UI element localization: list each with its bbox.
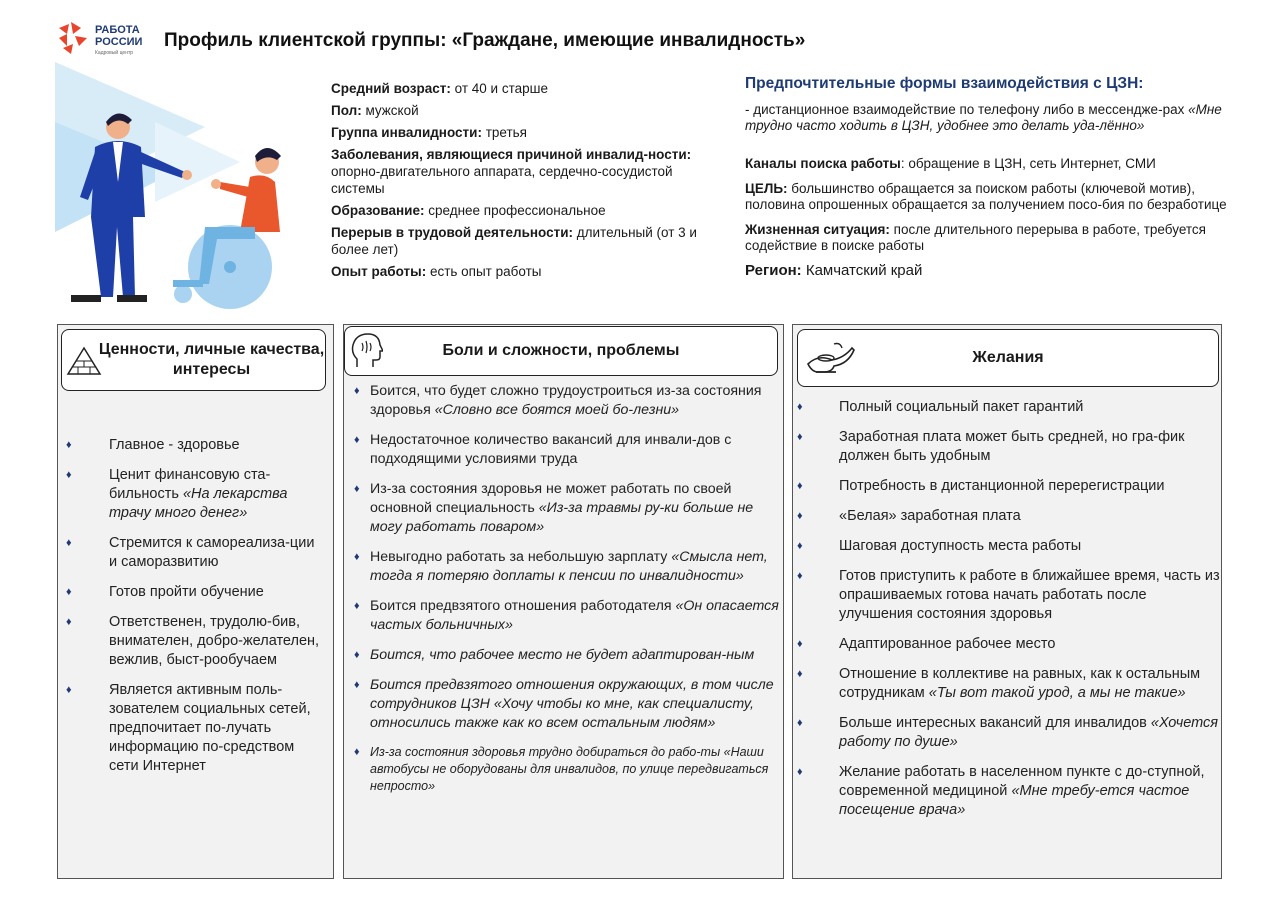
disability-group-row: Группа инвалидности: третья — [331, 125, 527, 140]
work-break-row: Перерыв в трудовой деятельности: длительный (от 3 и более лет) — [331, 225, 697, 257]
pains-header — [344, 326, 778, 376]
wishes-list — [797, 398, 1222, 831]
channels-row: Каналы поиска работы: обращение в ЦЗН, сеть Интернет, СМИ — [745, 156, 1156, 171]
list-item: ♦ Заработная плата может быть средней, но гра-фик должен быть удобным — [797, 429, 1185, 464]
list-item: ♦ Потребность в дистанционной перерегистрации — [797, 478, 1165, 494]
logo-mark-icon — [55, 20, 91, 56]
age-row: Средний возраст: от 40 и старше — [331, 81, 548, 96]
head-brain-icon — [349, 331, 383, 371]
list-item: ♦ Готов приступить к работе в ближайшее время, часть из опрашиваемых готова начать работать после улучшения состояния здоровья — [797, 568, 1220, 622]
list-item: ♦ Невыгодно работать за небольшую зарплату «Смысла нет, тогда я потеряю доплаты к пенсии по инвалидности» — [354, 549, 768, 584]
interaction-block — [745, 76, 1230, 288]
list-item: ♦ Боится, что будет сложно трудоустроиться из-за состояния здоровья «Словно все боятся моей бо-лезни» — [354, 383, 762, 418]
region-row: Регион: Камчатский край — [745, 262, 923, 279]
list-item: ♦ Ценит финансовую ста-бильность «На лекарства трачу много денег» — [66, 467, 288, 521]
pains-title: Боли и сложности, проблемы — [442, 342, 680, 359]
goal-row: ЦЕЛЬ: большинство обращается за поиском работы (ключевой мотив), половина опрошенных обращается за получением посо-бия по безработице — [745, 181, 1227, 212]
list-item: ♦ Шаговая доступность места работы — [797, 538, 1082, 554]
sex-row: Пол: мужской — [331, 103, 419, 118]
list-item: ♦ Желание работать в населенном пункте с до-ступной, современной медициной «Мне требу-ется частое посещение врача» — [797, 764, 1205, 818]
list-item: ♦ Недостаточное количество вакансий для инвали-дов с подходящими условиями труда — [354, 432, 732, 467]
profile-block — [331, 80, 711, 285]
forms-text: - дистанционное взаимодействие по телефону либо в мессендже-рах «Мне трудно часто ходить в ЦЗН, удобнее это делать уда-лённо» — [745, 102, 1222, 133]
list-item: ♦ Из-за состояния здоровья трудно добираться до рабо-ты «Наши автобусы не оборудованы для инвалидов, по улице передвигаться непросто» — [354, 745, 769, 793]
list-item: ♦ Больше интересных вакансий для инвалидов «Хочется работу по душе» — [797, 715, 1219, 750]
pains-list — [354, 382, 779, 806]
logo-subtitle: Кадровый центр — [95, 50, 134, 56]
list-item: ♦ Отношение в коллективе на равных, как к остальным сотрудникам «Ты вот такой урод, а мы не такие» — [797, 666, 1201, 701]
wishes-header — [797, 329, 1219, 387]
disease-row: Заболевания, являющиеся причиной инвалид-ности: опорно-двигательного аппарата, сердечно-сосудистой системы — [331, 147, 692, 196]
list-item: ♦ Стремится к самореализа-ции и саморазвитию — [66, 535, 315, 570]
experience-row: Опыт работы: есть опыт работы — [331, 264, 542, 279]
wishes-title: Желания — [972, 349, 1044, 366]
logo — [55, 20, 155, 60]
list-item: ♦ Боится, что рабочее место не будет адаптирован-ным — [354, 647, 755, 663]
education-row: Образование: среднее профессиональное — [331, 203, 606, 218]
list-item: ♦ Адаптированное рабочее место — [797, 636, 1056, 652]
list-item: ♦ Готов пройти обучение — [66, 584, 264, 600]
magic-lamp-icon — [804, 338, 856, 378]
values-list — [66, 436, 321, 787]
list-item: ♦ Ответственен, трудолю-бив, внимателен, добро-желателен, вежлив, быст-рообучаем — [66, 614, 320, 668]
values-title: Ценности, личные качества, интересы — [98, 341, 325, 378]
list-item: ♦ Боится предвзятого отношения работодателя «Он опасается частых больничных» — [354, 598, 779, 633]
list-item: ♦ Из-за состояния здоровья не может работать по своей основной специальность «Из-за травмы ру-ки больше не могу работать поваром» — [354, 481, 754, 535]
pyramid-icon — [66, 346, 102, 376]
life-situation-row: Жизненная ситуация: после длительного перерыва в работе, требуется содействие в поиске работы — [745, 222, 1206, 253]
list-item: ♦ Главное - здоровье — [66, 437, 240, 453]
list-item: ♦ Боится предвзятого отношения окружающих, в том числе сотрудников ЦЗН «Хочу чтобы ко мне, как специалисту, относились также как ко всем остальным людям» — [354, 677, 774, 731]
list-item: ♦ «Белая» заработная плата — [797, 508, 1021, 524]
forms-title: Предпочтительные формы взаимодействия с ЦЗН: — [745, 75, 1144, 92]
page-title: Профиль клиентской группы: «Граждане, имеющие инвалидность» — [164, 30, 806, 51]
illustration — [55, 62, 295, 312]
list-item: ♦ Является активным поль-зователем социальных сетей, предпочитает по-лучать информацию по-средством сети Интернет — [66, 682, 311, 774]
values-header — [61, 329, 326, 391]
list-item: ♦ Полный социальный пакет гарантий — [797, 399, 1084, 415]
logo-text: РАБОТА РОССИИ — [95, 24, 143, 48]
